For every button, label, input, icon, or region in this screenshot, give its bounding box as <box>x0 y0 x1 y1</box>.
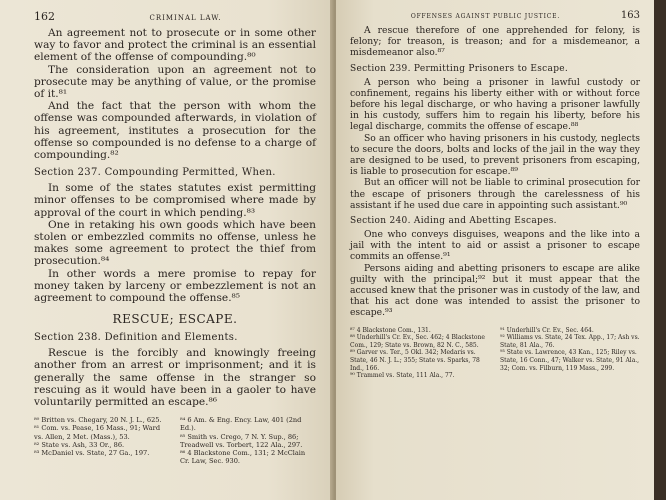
right-page-number: 163 <box>620 10 640 21</box>
paragraph: An agreement not to prosecute or in some other way to favor and protect the criminal is an essential element of the offense of compounding.⁸⁰ <box>34 27 316 64</box>
paragraph: A rescue therefore of one apprehended for felony, is felony; for treason, is treason; and for a misdemeanor, a misdemeanor also.⁸⁷ <box>350 25 640 59</box>
paragraph: The consideration upon an agreement not to prosecute may be anything of value, or the promise of it.⁸¹ <box>34 63 316 101</box>
paragraph: One who conveys disguises, weapons and the like into a jail with the intent to aid or assist a prisoner to escape commits an offense.⁹¹ <box>350 229 640 263</box>
paragraph: But an officer will not be liable to criminal prosecution for the escape of prisoners through the carelessness of his assistant if he used due care in appointing such assistant.⁹⁰ <box>350 177 640 211</box>
paragraph: So an officer who having prisoners in his custody, neglects to secure the doors, bolts and locks of the jail in the way they are designed to be used, to prevent prisoners from escaping, is liable to prosecution for escape.⁸⁹ <box>350 132 640 178</box>
paragraph: Persons aiding and abetting prisoners to escape are alike guilty with the principal;⁹² but it must appear that the accused knew that the prisoner was in custody of the law, and that his act done was intended to assist the prisoner to escape.⁹³ <box>350 262 641 319</box>
footnotes-column: ⁸⁷ 4 Blackstone Com., 131. ⁸⁸ Underhill's Cr. Ev., Sec. 462; 4 Blackstone Com., 129; State vs. Brown, 82 N. C., 585. ⁸⁹ Garver vs. Ter., 5 Okl. 342; Medaris vs. State, 46 N. J. L.; 355; State vs. Sparks, 78 Ind., 166. ⁹⁰ Trammel vs. State, 111 Ala., 77. <box>350 326 485 380</box>
section-heading-239: Section 239. Permitting Prisoners to Escape. <box>350 63 569 74</box>
footnotes-column: ⁸⁰ Britten vs. Chegary, 20 N. J. L., 625. ⁸¹ Com. vs. Pease, 16 Mass., 91; Ward vs. Allen, 2 Met. (Mass.), 53. ⁸² State vs. Ash, 33 Or., 86. ⁸³ McDaniel vs. State, 27 Ga., 197. <box>34 416 162 458</box>
left-page-number: 162 <box>34 10 55 23</box>
right-page <box>336 0 654 500</box>
paragraph: In other words a mere promise to repay for money taken by larceny or embezzlement is not an agreement to compound the offense.⁸⁵ <box>34 267 316 305</box>
footnotes-column: ⁹¹ Underhill's Cr. Ev., Sec. 464. ⁹² Williams vs. State, 24 Tex. App., 17; Ash vs. State, 81 Ala., 76. ⁹³ State vs. Lawrence, 43 Kan., 125; Riley vs. State, 16 Conn., 47; Walker vs. State, 91 Ala., 32; Com. vs. Filburn, 119 Mass., 299. <box>500 326 640 372</box>
paragraph: One in retaking his own goods which have been stolen or embezzled commits no offense, unless he makes some agreement to protect the thief from prosecution.⁸⁴ <box>34 218 316 268</box>
section-heading-240: Section 240. Aiding and Abetting Escapes. <box>350 216 557 227</box>
left-page-header <box>34 10 316 23</box>
footnotes-column: ⁸⁴ 6 Am. & Eng. Ency. Law, 401 (2nd Ed.). ⁸⁵ Smith vs. Crego, 7 N. Y. Sup., 86; Treadwell vs. Torbert, 122 Ala., 297. ⁸⁶ 4 Blackstone Com., 131; 2 McClain Cr. Law, Sec. 930. <box>180 416 306 466</box>
paragraph: And the fact that the person with whom the offense was compounded afterwards, in violation of his agreement, institutes a prosecution for the offense so compounded is no defense to a charge of compounding.⁸² <box>34 100 316 162</box>
right-page-header <box>350 10 640 21</box>
section-heading-238: Section 238. Definition and Elements. <box>34 332 238 344</box>
paragraph: In some of the states statutes exist permitting minor offenses to be compromised where made by approval of the court in which pending.⁸³ <box>34 182 316 219</box>
section-heading-237: Section 237. Compounding Permitted, When. <box>34 167 276 179</box>
left-running-title: CRIMINAL LAW. <box>149 14 222 22</box>
left-page-content <box>34 10 316 466</box>
paragraph: A person who being a prisoner in lawful custody or confinement, regains his liberty either with or without force before his legal discharge, or who having a prisoner lawfully in his custody, suffers him to regain his liberty, before his legal discharge, commits the offense of escape.⁸⁸ <box>350 76 640 133</box>
right-page-content <box>350 10 641 380</box>
right-footnotes <box>350 327 640 380</box>
chapter-heading: RESCUE; ESCAPE. <box>112 312 238 327</box>
right-running-title: OFFENSES AGAINST PUBLIC JUSTICE. <box>410 13 561 20</box>
paragraph: Rescue is the forcibly and knowingly freeing another from an arrest or imprisonment; and it is generally the same offense in the stranger so rescuing as it would have been in a gaoler to have voluntarily permitted an escape.⁸⁶ <box>34 347 316 409</box>
left-footnotes <box>34 416 316 465</box>
table-edge <box>654 0 666 500</box>
